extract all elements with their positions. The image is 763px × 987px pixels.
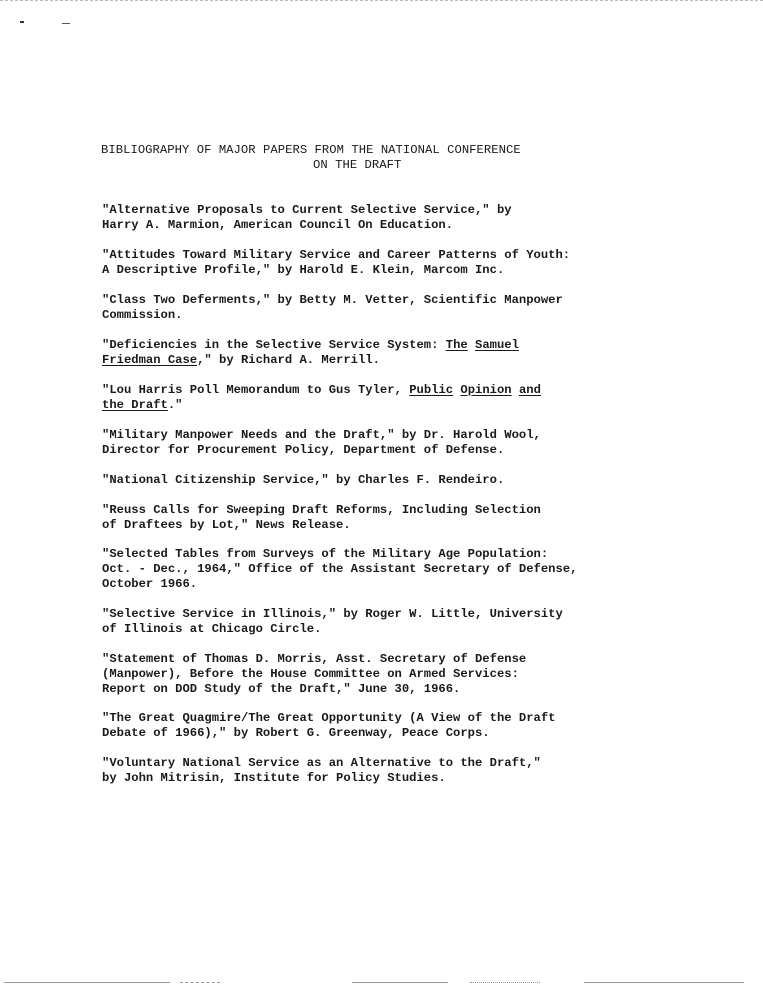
underlined-title: Friedman Case	[102, 353, 198, 368]
scan-edge-bottom	[352, 982, 448, 983]
entry-line: of Draftees by Lot," News Release.	[102, 518, 351, 533]
entry-line: Report on DOD Study of the Draft," June 30, 1966.	[102, 682, 461, 697]
scan-edge-bottom	[180, 982, 220, 983]
bibliography-entry	[102, 711, 555, 741]
bibliography-entry	[102, 383, 541, 413]
bibliography-entry	[102, 652, 526, 698]
entry-text: ."	[167, 398, 183, 413]
entry-line: "Statement of Thomas D. Morris, Asst. Secretary of Defense	[102, 652, 527, 666]
scan-speck	[20, 21, 24, 23]
title-line-1: BIBLIOGRAPHY OF MAJOR PAPERS FROM THE NATIONAL CONFERENCE	[101, 143, 521, 157]
entry-text: "Lou Harris Poll Memorandum to Gus Tyler,	[102, 383, 410, 397]
entry-line	[102, 383, 541, 398]
scan-edge-top	[0, 0, 763, 1]
underlined-title: Samuel	[475, 338, 519, 352]
entry-line: "Attitudes Toward Military Service and Career Patterns of Youth:	[102, 248, 571, 262]
entry-line	[102, 398, 541, 413]
bibliography-entry	[102, 428, 541, 458]
scan-speck	[62, 23, 70, 24]
entry-line: Oct. - Dec., 1964," Office of the Assistant Secretary of Defense,	[102, 562, 578, 577]
bibliography-entry	[102, 203, 512, 233]
underlined-title: and	[518, 383, 541, 397]
entry-line: by John Mitrisin, Institute for Policy Studies.	[102, 771, 446, 786]
entry-line: "National Citizenship Service," by Charles F. Rendeiro.	[102, 473, 505, 487]
underlined-title: Public	[409, 383, 454, 397]
entry-line: "The Great Quagmire/The Great Opportunity (A View of the Draft	[102, 711, 556, 725]
entry-line: Commission.	[102, 308, 183, 323]
scan-edge-bottom	[470, 982, 540, 983]
entry-line: Harry A. Marmion, American Council On Education.	[102, 218, 454, 233]
entry-line: A Descriptive Profile," by Harold E. Klein, Marcom Inc.	[102, 263, 505, 278]
entry-line	[102, 338, 519, 353]
entry-line: Director for Procurement Policy, Department of Defense.	[102, 443, 505, 458]
bibliography-entry	[102, 503, 541, 533]
entry-text: ," by Richard A. Merrill.	[197, 353, 380, 368]
page-title	[101, 143, 701, 173]
bibliography-entry	[102, 756, 541, 786]
bibliography-entry	[102, 338, 519, 368]
entry-line: "Voluntary National Service as an Alternative to the Draft,"	[102, 756, 541, 770]
entry-line: October 1966.	[102, 577, 198, 592]
entry-line: "Reuss Calls for Sweeping Draft Reforms, Including Selection	[102, 503, 541, 517]
entry-line: "Selected Tables from Surveys of the Military Age Population:	[102, 547, 549, 561]
entry-line: "Class Two Deferments," by Betty M. Vetter, Scientific Manpower	[102, 293, 563, 307]
entry-line: "Selective Service in Illinois," by Roger W. Little, University	[102, 607, 563, 621]
bibliography-entry	[102, 473, 504, 488]
entry-line: "Alternative Proposals to Current Selective Service," by	[102, 203, 512, 217]
underlined-title: The	[445, 338, 468, 352]
entry-line: (Manpower), Before the House Committee on Armed Services:	[102, 667, 519, 682]
underlined-title: the Draft	[102, 398, 168, 413]
scan-edge-bottom	[584, 982, 744, 983]
entry-text: "Deficiencies in the Selective Service System:	[102, 338, 446, 352]
entry-line: of Illinois at Chicago Circle.	[102, 622, 322, 637]
entry-line: "Military Manpower Needs and the Draft," by Dr. Harold Wool,	[102, 428, 541, 442]
bibliography-entry	[102, 607, 563, 637]
entry-line: Debate of 1966)," by Robert G. Greenway, Peace Corps.	[102, 726, 490, 741]
title-line-2: ON THE DRAFT	[313, 158, 402, 172]
bibliography-entry	[102, 248, 570, 278]
underlined-title: Opinion	[460, 383, 512, 397]
entry-line	[102, 353, 519, 368]
scan-edge-bottom	[4, 982, 170, 983]
bibliography-entry	[102, 547, 577, 593]
bibliography-entry	[102, 293, 563, 323]
